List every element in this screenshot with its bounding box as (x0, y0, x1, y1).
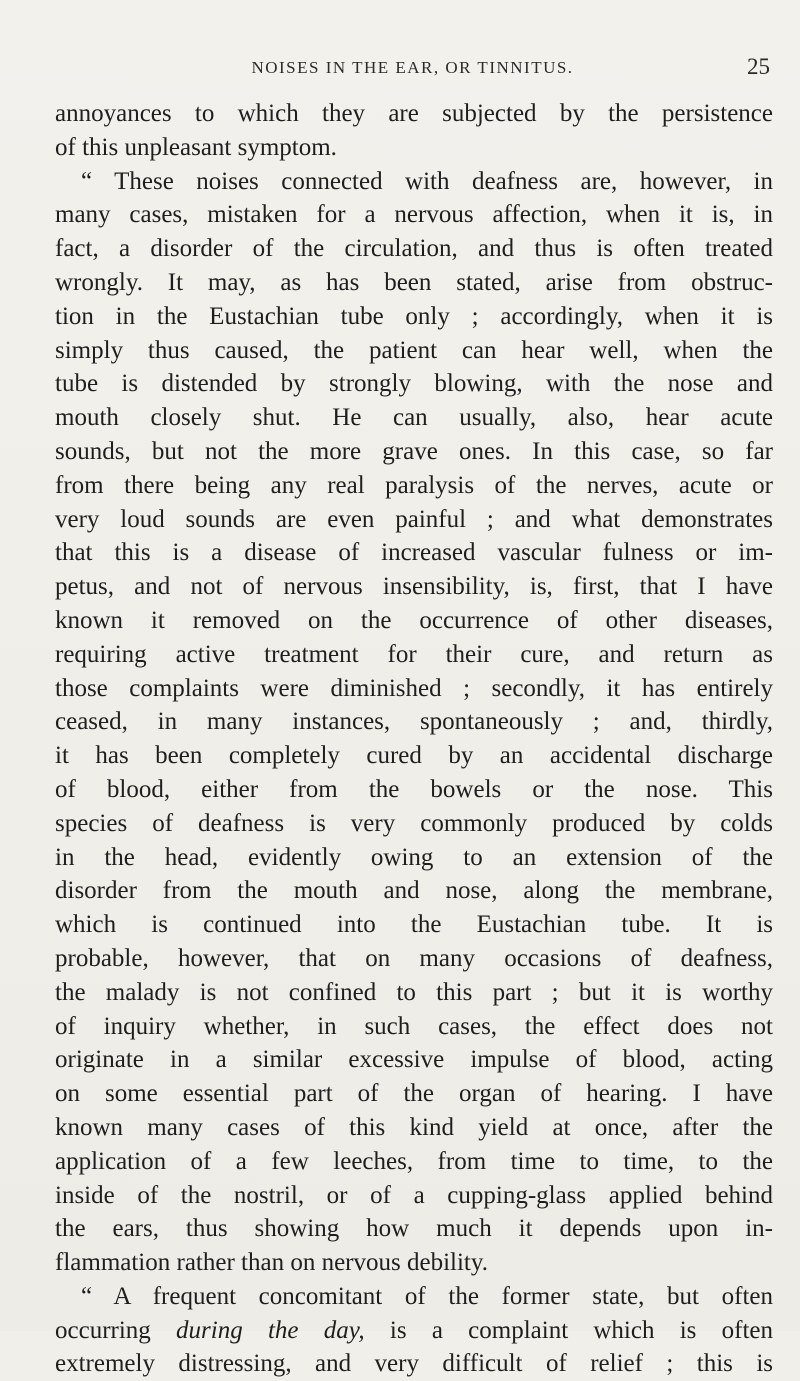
text-line: “ These noises connected with deafness are, however, in (81, 167, 773, 195)
text-line: ceased, in many instances, spontaneously ; and, thirdly, (55, 708, 773, 736)
text-line: flammation rather than on nervous debility. (55, 1249, 488, 1277)
text-line: disorder from the mouth and nose, along the membrane, (55, 877, 773, 905)
text-line: inside of the nostril, or of a cupping-glass applied behind (55, 1181, 773, 1209)
text-line: of inquiry whether, in such cases, the effect does not (55, 1012, 773, 1040)
text-line: species of deafness is very commonly produced by colds (55, 809, 773, 837)
text-line: of this unpleasant symptom. (55, 133, 337, 161)
text-line: tube is distended by strongly blowing, with the nose and (55, 370, 773, 398)
text-line: it has been completely cured by an accidental discharge (55, 742, 773, 770)
text-line: sounds, but not the more grave ones. In this case, so far (55, 437, 773, 465)
text-line: tion in the Eustachian tube only ; accordingly, when it is (55, 302, 773, 330)
running-head (55, 56, 770, 82)
text-line: known many cases of this kind yield at once, after the (55, 1113, 773, 1141)
text-line: which is continued into the Eustachian tube. It is (55, 911, 773, 939)
running-head-title: NOISES IN THE EAR, OR TINNITUS. (251, 58, 574, 77)
text-line: many cases, mistaken for a nervous affection, when it is, in (55, 201, 773, 229)
italic-phrase: during the day, (176, 1316, 365, 1344)
text-line: “ A frequent concomitant of the former state, but often (81, 1282, 773, 1310)
text-line: known it removed on the occurrence of other diseases, (55, 606, 773, 634)
text-line: mouth closely shut. He can usually, also, hear acute (55, 404, 773, 432)
text-line: originate in a similar excessive impulse of blood, acting (55, 1046, 773, 1074)
text-line: requiring active treatment for their cure, and return as (55, 640, 773, 668)
text-line: the ears, thus showing how much it depends upon in- (55, 1215, 773, 1243)
text-line: in the head, evidently owing to an extension of the (55, 843, 773, 871)
text-span: is a complaint which is often (364, 1316, 773, 1344)
text-line: simply thus caused, the patient can hear well, when the (55, 336, 773, 364)
text-line: from there being any real paralysis of the nerves, acute or (55, 471, 773, 499)
text-line: application of a few leeches, from time to time, to the (55, 1147, 773, 1175)
text-line: extremely distressing, and very difficult of relief ; this is (55, 1350, 773, 1378)
text-line: very loud sounds are even painful ; and what demonstrates (55, 505, 773, 533)
text-line: the malady is not confined to this part ; but it is worthy (55, 978, 773, 1006)
text-line: that this is a disease of increased vascular fulness or im- (55, 539, 773, 567)
text-line: probable, however, that on many occasions of deafness, (55, 944, 773, 972)
text-span: occurring (55, 1316, 177, 1344)
text-line: annoyances to which they are subjected by the persistence (55, 100, 773, 127)
text-line: of blood, either from the bowels or the nose. This (55, 775, 773, 803)
body-text (55, 97, 773, 1381)
text-line: fact, a disorder of the circulation, and thus is often treated (55, 235, 773, 263)
text-line: wrongly. It may, as has been stated, arise from obstruc- (55, 268, 773, 296)
page-number: 25 (747, 54, 770, 79)
text-line: on some essential part of the organ of hearing. I have (55, 1080, 773, 1108)
text-line: those complaints were diminished ; secondly, it has entirely (55, 674, 773, 702)
text-line: petus, and not of nervous insensibility, is, first, that I have (55, 573, 773, 601)
